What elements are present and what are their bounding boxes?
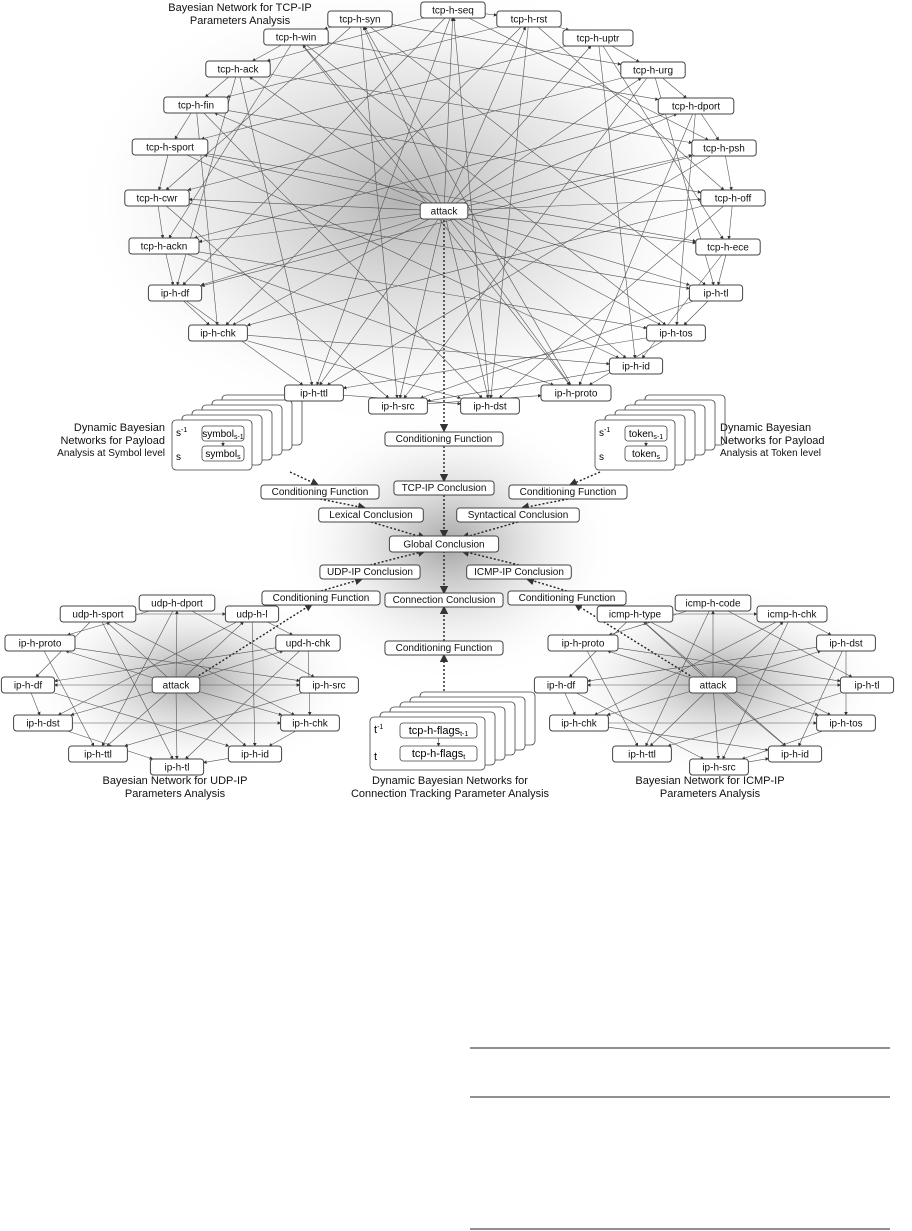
token-caption-line2: Networks for Payload	[720, 435, 825, 447]
node-label: attack	[430, 206, 458, 218]
node-mid-conn_conc	[385, 593, 503, 607]
node-label: ip-h-id	[622, 361, 650, 373]
node-label: ICMP-IP Conclusion	[474, 566, 564, 578]
node-label: ip-h-tos	[659, 328, 693, 340]
node-icmp-id	[768, 746, 821, 762]
slice-sub: -1	[604, 427, 611, 434]
slice-label: t	[374, 751, 378, 763]
node-label: ip-h-dst	[26, 718, 60, 730]
dbn-node-prev: symbol$_{s-1}$	[202, 429, 244, 441]
node-tcp-src	[369, 398, 428, 414]
node-label: Syntactical Conclusion	[467, 509, 569, 521]
node-mid-tcp_conc	[394, 481, 494, 495]
symbol-caption-line3: Analysis at Symbol level	[57, 448, 165, 459]
node-label: ip-h-chk	[292, 718, 328, 730]
token-caption-line1: Dynamic Bayesian	[720, 422, 812, 434]
node-tcp-ttl	[285, 385, 344, 401]
node-udp-chk	[281, 715, 340, 731]
node-tcp-proto	[541, 385, 611, 401]
node-tcp-cwr	[125, 190, 189, 206]
dbn-node-prev-sub: s-1	[653, 434, 664, 441]
node-icmp-df	[534, 677, 587, 693]
node-label: tcp-h-win	[275, 32, 317, 44]
udp-caption	[103, 775, 248, 800]
node-mid-global	[389, 536, 498, 552]
dbn-stack-symbol	[172, 395, 302, 470]
node-mid-udp_conc	[320, 565, 420, 579]
node-label: Connection Conclusion	[392, 594, 496, 606]
node-label: tcp-h-sport	[146, 142, 194, 154]
node-label: udp-h-l	[236, 609, 268, 621]
dbn-node-cur-sub: s	[237, 454, 241, 461]
node-mid-cf_conn	[385, 641, 503, 655]
node-label: ip-h-src	[381, 401, 415, 413]
symbol-caption-line1: Dynamic Bayesian	[73, 422, 165, 434]
node-label: Conditioning Function	[395, 433, 493, 445]
node-label: ip-h-proto	[18, 638, 62, 650]
node-label: ip-h-df	[160, 288, 190, 300]
slice-sub: -1	[181, 427, 188, 434]
node-tcp-off	[701, 190, 765, 206]
node-label: ip-h-proto	[561, 638, 605, 650]
node-label: Conditioning Function	[272, 592, 370, 604]
dbn-node-prev-sub: t-1	[460, 731, 469, 738]
node-label: ip-h-ttl	[628, 749, 656, 761]
node-label: tcp-h-fin	[177, 100, 215, 112]
tcp-caption-line2: Parameters Analysis	[189, 15, 291, 27]
node-icmp-proto	[548, 635, 618, 651]
node-tcp-psh	[692, 140, 756, 156]
node-tcp-id	[609, 358, 662, 374]
dbn-node-prev: tcp-h-flagst-1	[408, 725, 469, 738]
node-icmp-code	[675, 595, 751, 611]
node-icmp-src	[690, 759, 749, 775]
node-label: ip-h-src	[702, 762, 736, 774]
node-label: Conditioning Function	[519, 486, 617, 498]
node-label: ip-h-id	[241, 749, 269, 761]
node-label: tcp-h-ece	[707, 242, 749, 254]
node-label: Conditioning Function	[395, 642, 493, 654]
node-tcp-ack	[206, 61, 270, 77]
node-tcp-rst	[497, 11, 561, 27]
node-mid-cf_sym	[261, 485, 379, 499]
node-tcp-tos	[647, 325, 706, 341]
node-icmp-tl	[840, 677, 893, 693]
conn-caption-line2: Connection Tracking Parameter Analysis	[350, 788, 550, 800]
node-label: ip-h-tl	[164, 762, 190, 774]
node-tcp-syn	[328, 11, 392, 27]
node-label: tcp-h-ackn	[140, 241, 188, 253]
node-label: UDP-IP Conclusion	[327, 566, 413, 578]
node-tcp-sport	[132, 139, 208, 155]
node-icmp-dst	[817, 635, 876, 651]
dbn-node-cur: tcp-h-flagst	[411, 748, 466, 761]
dbn-node-prev-sub: s-1	[233, 434, 244, 441]
node-icmp-chk	[550, 715, 609, 731]
node-label: tcp-h-cwr	[136, 193, 178, 205]
node-udp-uchk	[276, 635, 340, 651]
node-label: ip-h-tl	[703, 288, 729, 300]
node-tcp-ece	[696, 239, 760, 255]
node-label: Conditioning Function	[271, 486, 369, 498]
node-udp-id	[228, 746, 281, 762]
node-label: ip-h-tl	[854, 680, 880, 692]
udp-caption-line1: Bayesian Network for UDP-IP	[102, 775, 248, 787]
node-tcp-urg	[621, 62, 685, 78]
node-icmp-ttl	[613, 746, 672, 762]
node-mid-icmp_conc	[467, 565, 572, 579]
node-tcp-win	[264, 29, 328, 45]
dbn-node-cur: token$_s$	[632, 449, 660, 461]
node-label: icmp-h-type	[608, 609, 662, 621]
node-label: tcp-h-urg	[632, 65, 674, 77]
node-label: udp-h-sport	[72, 609, 124, 621]
node-label: tcp-h-rst	[510, 14, 548, 26]
node-label: upd-h-chk	[285, 638, 331, 650]
node-label: tcp-h-syn	[339, 14, 381, 26]
node-udp-udport	[139, 595, 215, 611]
node-udp-tl	[150, 759, 203, 775]
node-udp-dst	[14, 715, 73, 731]
node-udp-usport	[60, 606, 136, 622]
node-label: tcp-h-ack	[217, 64, 259, 76]
node-label: ip-h-chk	[200, 328, 236, 340]
slice-label: s	[599, 452, 604, 463]
node-udp-ul	[225, 606, 278, 622]
icmp-caption-line2: Parameters Analysis	[659, 788, 761, 800]
node-label: Conditioning Function	[518, 592, 616, 604]
conn-caption	[351, 775, 550, 800]
node-mid-cf_icmp	[508, 591, 626, 605]
dbn-node-prev: token$_{s-1}$	[628, 429, 664, 441]
udp-caption-line2: Parameters Analysis	[124, 788, 226, 800]
node-icmp-attack	[689, 677, 737, 693]
edge	[718, 255, 726, 285]
node-label: ip-h-ttl	[84, 749, 112, 761]
node-label: ip-h-ttl	[300, 388, 328, 400]
node-label: ip-h-chk	[561, 718, 597, 730]
node-icmp-ichk	[757, 606, 827, 622]
node-tcp-dport	[658, 98, 734, 114]
dbn-stack-token	[595, 395, 725, 470]
node-label: ip-h-src	[312, 680, 346, 692]
node-label: ip-h-proto	[554, 388, 598, 400]
node-label: icmp-h-code	[685, 598, 741, 610]
node-label: tcp-h-seq	[432, 5, 474, 17]
dbn-node-cur-sub: t	[463, 754, 466, 761]
node-label: attack	[699, 680, 727, 692]
dbn-node-cur-sub: s	[656, 454, 660, 461]
tcp-caption-line1: Bayesian Network for TCP-IP	[168, 2, 312, 14]
node-udp-src	[300, 677, 359, 693]
node-mid-syn	[457, 508, 580, 522]
node-label: ip-h-id	[781, 749, 809, 761]
node-label: ip-h-tos	[829, 718, 863, 730]
icmp-caption-line1: Bayesian Network for ICMP-IP	[635, 775, 785, 787]
node-label: tcp-h-psh	[703, 143, 745, 155]
node-tcp-fin	[164, 97, 228, 113]
node-label: icmp-h-chk	[767, 609, 817, 621]
token-caption-line3: Analysis at Token level	[720, 448, 821, 459]
node-tcp-uptr	[563, 30, 633, 46]
node-label: TCP-IP Conclusion	[401, 482, 487, 494]
slice-label: $s^{-1}$	[176, 427, 188, 439]
node-label: tcp-h-dport	[671, 101, 721, 113]
node-udp-ttl	[69, 746, 128, 762]
dbn-node-cur: symbol$_s$	[205, 449, 241, 461]
node-label: ip-h-dst	[829, 638, 863, 650]
node-mid-lex	[319, 508, 424, 522]
node-label: tcp-h-off	[714, 193, 752, 205]
node-tcp-attack	[420, 203, 468, 219]
node-label: udp-h-dport	[151, 598, 203, 610]
symbol-caption	[57, 422, 165, 459]
node-label: Lexical Conclusion	[329, 509, 413, 521]
symbol-caption-line2: Networks for Payload	[60, 435, 165, 447]
node-udp-proto	[5, 635, 75, 651]
node-tcp-dst	[461, 398, 520, 414]
node-tcp-seq	[421, 2, 485, 18]
node-label: ip-h-dst	[473, 401, 507, 413]
node-label: attack	[162, 680, 190, 692]
node-icmp-type	[597, 606, 673, 622]
node-label: ip-h-df	[546, 680, 576, 692]
node-mid-cf_udp	[262, 591, 380, 605]
node-mid-cf_tcp	[385, 432, 503, 446]
icmp-caption	[635, 775, 784, 800]
node-tcp-chk	[189, 325, 248, 341]
node-label: ip-h-df	[13, 680, 43, 692]
node-tcp-df	[148, 285, 201, 301]
dbn-stack-conn	[370, 692, 535, 770]
conn-caption-line1: Dynamic Bayesian Networks for	[372, 775, 528, 787]
node-tcp-tl	[689, 285, 742, 301]
slice-label: $s^{-1}$	[599, 427, 611, 439]
node-udp-attack	[152, 677, 200, 693]
node-icmp-tos	[817, 715, 876, 731]
node-tcp-ackn	[129, 238, 199, 254]
token-caption	[720, 422, 825, 459]
node-label: Global Conclusion	[403, 539, 485, 551]
node-label: tcp-h-uptr	[576, 33, 620, 45]
node-udp-df	[1, 677, 54, 693]
node-mid-cf_tok	[509, 485, 627, 499]
slice-label: s	[176, 452, 181, 463]
slice-label: $t^{-1}$	[374, 724, 384, 736]
slice-sub: -1	[377, 724, 384, 731]
